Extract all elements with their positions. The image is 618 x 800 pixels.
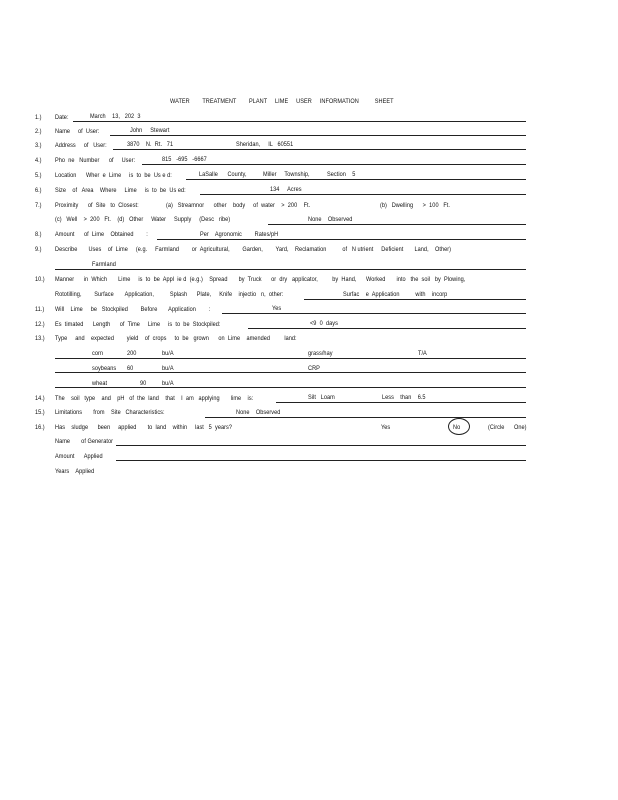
uses-label: Describe Uses of Lime (e.g. Farmland or Agricultural, Garden, Yard, Reclamation of N utrient Deficient Land, Other) [55,246,452,253]
crop-unit: bu/A [162,380,174,387]
circle-one-note: (Circle One) [488,424,527,431]
generator-label: Name of Generator [55,438,113,445]
date-line [73,121,526,122]
name-line [110,135,526,136]
crop-line [55,358,526,359]
name-value: John Stewart [130,127,170,134]
item-number: 1.) [35,114,42,121]
item-number: 8.) [35,231,42,238]
item-number: 4.) [35,157,42,164]
crops-label: Type and expected yield of crops to be grown on Lime amended land: [55,335,297,342]
size-line [200,194,526,195]
crop-unit: bu/A [162,365,174,372]
manner-line [304,299,526,300]
phone-label: Pho ne Number of User: [55,157,136,164]
location-label: Location Wher e Lime is to be Us e d: [55,172,172,179]
years-applied-label: Years Applied [55,468,95,475]
item-number: 15.) [35,409,45,416]
item-number: 13.) [35,335,45,342]
name-label: Name of User: [55,128,100,135]
sludge-label: Has sludge been applied to land within last 5 years? [55,424,232,431]
crop-yield: 60 [127,365,134,372]
phone-line [142,164,526,165]
township-value: Miller Township, [263,171,310,178]
crop-extra: T/A [418,350,427,357]
location-line [186,179,526,180]
crop-unit: bu/A [162,350,174,357]
manner-options: Rototilling, Surface Application, Splash Plate, Knife injectio n, other: [55,291,284,298]
item-number: 3.) [35,142,42,149]
item-number: 10.) [35,276,45,283]
crop-name: corn [92,350,104,357]
amount-applied-label: Amount Applied [55,453,103,460]
manner-label: Manner in Which Lime is to be Appl ie d (e.g.) Spread by Truck or dry applicator, by Hand, Worked into the soil by Plowing, [55,276,466,283]
proximity-options-cd: (c) Well > 200 Ft. (d) Other Water Supply (Desc ribe) [55,216,231,223]
crop-line [55,387,526,388]
limitations-line [205,417,526,418]
crop-name-2: grass/hay [308,350,333,357]
date-value: March 13, 202 3 [90,113,141,120]
date-label: Date: [55,114,69,121]
stockpiled-label: Will Lime be Stockpiled Before Application : [55,306,211,313]
amount-applied-line [116,460,526,461]
amount-label: Amount of Lime Obtained : [55,231,148,238]
proximity-label: Proximity of Site to Closest: [55,202,139,209]
amount-line [157,239,526,240]
county-value: LaSalle County, [199,171,247,178]
item-number: 6.) [35,187,42,194]
proximity-option-b: (b) Dwelling > 100 Ft. [380,202,451,209]
proximity-value: None Observed [308,216,353,223]
sludge-yes: Yes [381,424,391,431]
crop-yield: 90 [140,380,147,387]
amount-value: Per Agronomic Rates/pH [200,231,279,238]
address-value: 3870 N. Rt. 71 [127,141,174,148]
soil-label: The soil type and pH of the land that I am applying lime is: [55,395,254,402]
item-number: 16.) [35,424,45,431]
item-number: 5.) [35,172,42,179]
item-number: 11.) [35,306,45,313]
crop-yield: 200 [127,350,137,357]
proximity-option-a: (a) Streamnor other body of water > 200 Ft. [166,202,311,209]
sludge-no: No [453,424,461,431]
manner-value: Surfac e Application with incorp [343,291,448,298]
page-title: WATER TREATMENT PLANT LIME USER INFORMATION SHEET [170,98,394,105]
address-label: Address of User: [55,142,107,149]
soil-type-value: Silt Loam [308,394,335,401]
item-number: 12.) [35,321,45,328]
soil-line [276,402,526,403]
generator-line [116,445,526,446]
limitations-value: None Observed [236,409,281,416]
proximity-line [268,224,526,225]
item-number: 7.) [35,202,42,209]
uses-line [55,269,526,270]
stockpiled-line [222,313,526,314]
stockpile-time-line [248,328,526,329]
crop-name: wheat [92,380,108,387]
phone-value: 815 -695 -6667 [162,156,207,163]
item-number: 2.) [35,128,42,135]
stockpile-time-label: Es timated Length of Time Lime is to be Stockpiled: [55,321,221,328]
section-value: Section 5 [327,171,356,178]
uses-value: Farmland [92,261,116,268]
item-number: 14.) [35,395,45,402]
stockpiled-value: Yes [272,305,282,312]
stockpile-time-value: <9 0 days [310,320,338,327]
size-label: Size of Area Where Lime is to be Us ed: [55,187,186,194]
crop-name-2: CRP [308,365,320,372]
address-line [113,149,526,150]
item-number: 9.) [35,246,42,253]
size-value: 134 Acres [270,186,302,193]
city-value: Sheridan, IL 60551 [236,141,294,148]
soil-ph-value: Less than 6.5 [382,394,426,401]
crop-line [55,372,526,373]
crop-name: soybeans [92,365,117,372]
limitations-label: Limitations from Site Characteristics: [55,409,165,416]
